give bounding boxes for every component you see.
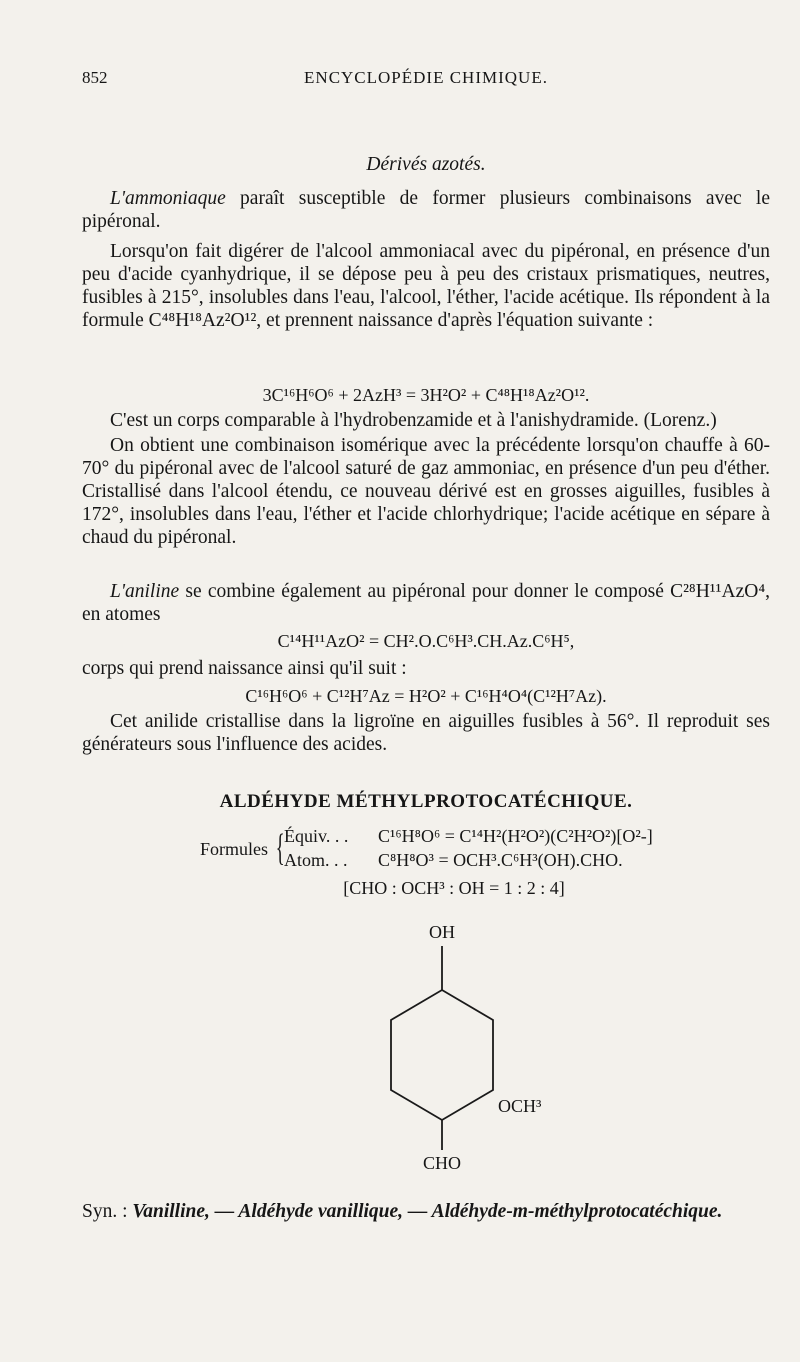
ratio-line: [CHO : OCH³ : OH = 1 : 2 : 4] <box>343 878 565 898</box>
section-heading: ALDÉHYDE MÉTHYLPROTOCATÉCHIQUE. <box>219 791 633 812</box>
synonyms-line <box>82 1200 770 1223</box>
brace-icon: { <box>275 827 285 869</box>
atom-formula: C⁸H⁸O³ = OCH³.C⁶H³(OH).CHO. <box>378 850 623 870</box>
section-title: Dérivés azotés. <box>366 154 486 175</box>
running-title: ENCYCLOPÉDIE CHIMIQUE. <box>304 68 548 87</box>
equiv-label: Équiv. . . <box>284 826 349 846</box>
paragraph-digestion: Lorsqu'on fait digérer de l'alcool ammoniacal avec du pipéronal, en présence d'un peu d'acide cyanhydrique, il se dépose peu à peu des cristaux prismatiques, neutres, fusibles à 215°, insolubles dans l'eau, l'alcool, l'éther, l'acide acétique. Ils répondent à la formule C⁴⁸H¹⁸Az²O¹², et prennent naissance d'après l'équation suivante : <box>82 241 770 331</box>
paragraph-isomer: On obtient une combinaison isomérique avec la précédente lorsqu'on chauffe à 60-70° du pipéronal avec de l'alcool saturé de gaz ammoniac, en présence d'un peu d'éther. Cristallisé dans l'alcool étendu, ce nouveau dérivé est en grosses aiguilles, fusibles à 172°, insolubles dans l'eau, l'éther et l'acide chlorhydrique; l'acide acétique en sépare à chaud du pipéronal. <box>82 435 770 548</box>
paragraph-text: se combine également au pipéronal pour donner le composé C²⁸H¹¹AzO⁴, en atomes <box>82 581 770 625</box>
structure-cho-label: CHO <box>422 1153 461 1173</box>
equiv-formula: C¹⁶H⁸O⁶ = C¹⁴H²(H²O²)(C²H²O²)[O²-] <box>378 826 653 846</box>
synonyms-prefix: Syn. : <box>82 1201 133 1222</box>
equation-1: 3C¹⁶H⁶O⁶ + 2AzH³ = 3H²O² + C⁴⁸H¹⁸Az²O¹². <box>262 385 590 405</box>
paragraph-comparable: C'est un corps comparable à l'hydrobenzamide et à l'anishydramide. (Lorenz.) <box>110 410 717 431</box>
paragraph-text: paraît susceptible de former plusieurs combinaisons avec le pipéronal. <box>82 188 770 232</box>
structure-oh-label: OH <box>429 922 455 942</box>
benzene-ring <box>391 990 493 1120</box>
structure-och3-label: OCH³ <box>498 1096 542 1116</box>
term-aniline: L'aniline <box>110 581 180 602</box>
equation-3: C¹⁶H⁶O⁶ + C¹²H⁷Az = H²O² + C¹⁶H⁴O⁴(C¹²H⁷Az). <box>245 686 607 706</box>
equation-2: C¹⁴H¹¹AzO² = CH².O.C⁶H³.CH.Az.C⁶H⁵, <box>277 631 575 651</box>
atom-label: Atom. . . <box>284 850 348 870</box>
term-ammoniaque: L'ammoniaque <box>110 188 226 209</box>
formulas-label: Formules <box>200 839 269 859</box>
synonyms-names: Vanilline, — Aldéhyde vanillique, — Aldéhyde-m-méthylprotocatéchique. <box>132 1201 723 1222</box>
page-number: 852 <box>82 68 108 87</box>
paragraph-anilide: Cet anilide cristallise dans la ligroïne en aiguilles fusibles à 56°. Il reproduit ses générateurs sous l'influence des acides. <box>82 711 770 755</box>
paragraph-birth: corps qui prend naissance ainsi qu'il suit : <box>82 658 407 679</box>
